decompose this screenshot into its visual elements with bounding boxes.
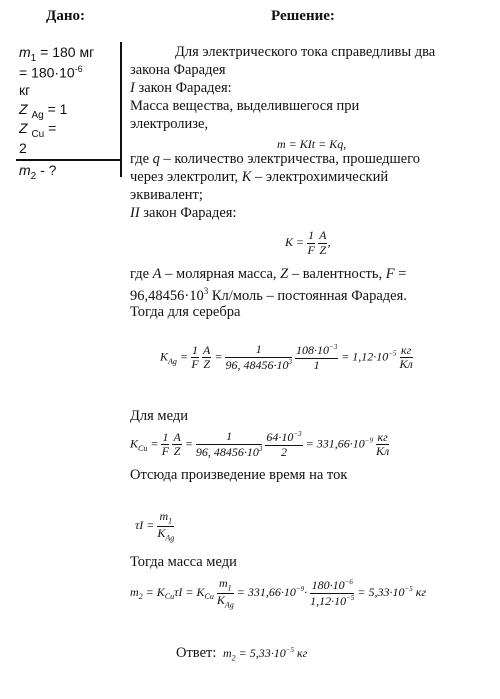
desc2-line1: где A – молярная масса, Z – валентность, F = <box>130 266 407 282</box>
law1-title: I закон Фарадея: <box>130 80 232 96</box>
copper-intro: Для меди <box>130 408 188 424</box>
formula-law2: K = $\frac{1}{F}$ $\frac{A}{Z}$ , <box>285 228 331 257</box>
solution-header: Решение: <box>271 8 335 24</box>
desc1-line2: через электролит, K – электрохимический <box>130 169 389 185</box>
desc1-line3: эквивалент; <box>130 187 203 203</box>
given-z-cu: Z $_{Cu}$ = <box>19 120 57 140</box>
product-intro: Отсюда произведение время на ток <box>130 467 348 483</box>
formula-k-ag: $K_{Ag}$ = $\frac{1}{F}$ $\frac{A}{Z}$ = $\frac{1}{96, 48456\cdot 10^3}$ $\frac{108\cdot 10^{-3}}{1}$ = $1,12\cdot 10^{-5}$ $\frac{кг}{Кл}$ <box>160 342 413 372</box>
law1-text1: Масса вещества, выделившегося при <box>130 98 360 114</box>
answer-label: Ответ: <box>176 645 217 661</box>
given-z-ag: Z $_{Ag}$ = 1 <box>19 101 68 121</box>
given-m1: $m_1 = 180$ мг <box>19 44 95 64</box>
intro-line1: Для электрического тока справедливы два <box>175 44 436 60</box>
formula-law1: m = KIt = Kq, <box>277 137 347 151</box>
law2-title: II закон Фарадея: <box>130 205 237 221</box>
answer-value: $m_2 = 5,33\cdot 10^{-5}$ кг <box>220 646 308 663</box>
given-divider-vertical <box>120 42 122 177</box>
intro-line2: закона Фарадея <box>130 62 226 78</box>
given-z-cu-value: 2 <box>19 140 27 156</box>
given-header: Дано: <box>46 8 85 24</box>
given-m2-unknown: $m_2$ - ? <box>19 162 57 182</box>
formula-k-cu: $K_{Cu}$ = $\frac{1}{F}$ $\frac{A}{Z}$ = $\frac{1}{96, 48456\cdot 10^3}$ $\frac{64\cdot 10^{-3}}{2}$ = $331,66\cdot 10^{-9}$ $\frac{кг}{Кл}$ <box>130 429 390 459</box>
given-m1-conversion: = $180\cdot 10^{-6}$ <box>19 64 83 81</box>
silver-intro: Тогда для серебра <box>130 304 241 320</box>
formula-m2: $m_2 = K_{Cu}\tau I = K_{Cu}$ $\frac{m_1}{K_{Ag}}$ = $331,66\cdot 10^{-9}\cdot$ $\frac{180\cdot 10^{-6}}{1,12\cdot 10^{-5}}$ = $5,33\cdot 10^{-5}$ кг <box>130 576 426 609</box>
answer <box>176 645 307 662</box>
law1-text2: электролизе, <box>130 116 209 132</box>
given-m1-unit: кг <box>19 82 31 98</box>
formula-tau-i: τI = $\frac{m_1}{K_{Ag}}$ <box>135 509 175 542</box>
mass-intro: Тогда масса меди <box>130 554 237 570</box>
desc1-line1: где q – количество электричества, прошедшего <box>130 151 420 167</box>
given-divider-horizontal <box>16 159 122 161</box>
desc2-line2: $96,48456\cdot 10^3$ Кл/моль – постоянная Фарадея. <box>130 286 407 304</box>
